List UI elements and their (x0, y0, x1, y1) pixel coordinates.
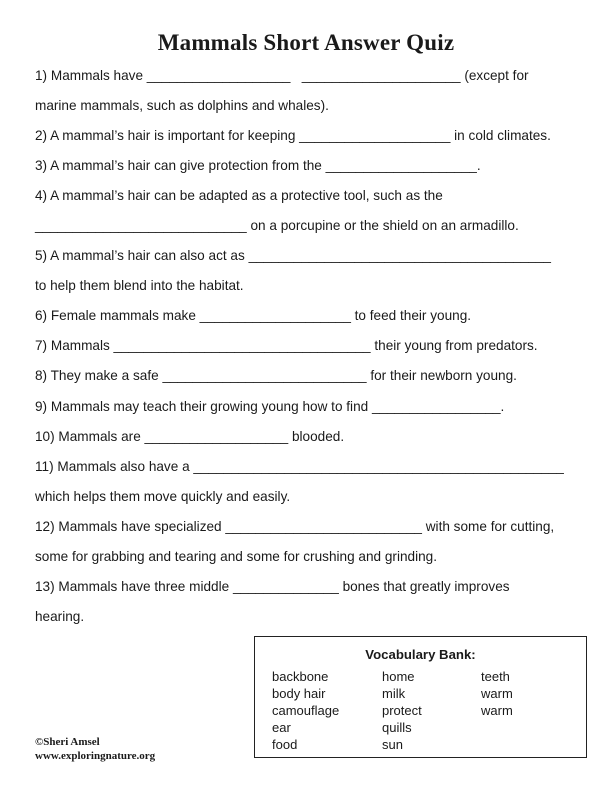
quiz-line: 11) Mammals also have a _________________________________________________ (35, 459, 564, 474)
quiz-line: to help them blend into the habitat. (35, 278, 244, 293)
vocabulary-bank (254, 636, 587, 758)
vocab-column-3 (481, 668, 513, 719)
quiz-line: 3) A mammal’s hair can give protection from the ____________________. (35, 158, 481, 173)
website-credit: www.exploringnature.org (35, 750, 156, 762)
vocab-column-1 (272, 668, 339, 753)
vocab-word: warm (481, 686, 513, 701)
quiz-line: 1) Mammals have ___________________ _____________________ (except for (35, 68, 529, 83)
vocab-word: backbone (272, 669, 329, 684)
quiz-line: 12) Mammals have specialized __________________________ with some for cutting, (35, 519, 555, 534)
vocab-word: camouflage (272, 703, 340, 718)
vocab-word: body hair (272, 686, 326, 701)
quiz-line: marine mammals, such as dolphins and whales). (35, 98, 329, 113)
quiz-line: 2) A mammal’s hair is important for keeping ____________________ in cold climates. (35, 128, 551, 143)
vocabulary-bank-title: Vocabulary Bank: (365, 647, 476, 662)
quiz-line: 7) Mammals __________________________________ their young from predators. (35, 338, 538, 353)
quiz-line: 13) Mammals have three middle ______________ bones that greatly improves (35, 579, 510, 594)
vocab-word: teeth (481, 669, 510, 684)
quiz-line: 10) Mammals are ___________________ blooded. (35, 429, 345, 444)
page-title: Mammals Short Answer Quiz (157, 30, 455, 55)
vocab-word: home (382, 669, 415, 684)
quiz-line: ____________________________ on a porcupine or the shield on an armadillo. (35, 218, 519, 233)
vocab-word: quills (382, 720, 412, 735)
quiz-line: 9) Mammals may teach their growing young how to find _________________. (35, 399, 505, 414)
vocab-column-2 (382, 668, 422, 753)
vocab-word: protect (382, 703, 422, 718)
vocab-word: ear (272, 720, 291, 735)
vocab-word: sun (382, 737, 403, 752)
quiz-line: some for grabbing and tearing and some for crushing and grinding. (35, 549, 438, 564)
vocab-word: warm (481, 703, 513, 718)
quiz-line: which helps them move quickly and easily. (35, 489, 291, 504)
quiz-line: 5) A mammal’s hair can also act as ________________________________________ (35, 248, 551, 263)
quiz-line: 6) Female mammals make ____________________ to feed their young. (35, 308, 472, 323)
vocab-word: milk (382, 686, 406, 701)
quiz-line: 8) They make a safe ___________________________ for their newborn young. (35, 368, 517, 383)
quiz-line: hearing. (35, 609, 85, 624)
quiz-line: 4) A mammal’s hair can be adapted as a protective tool, such as the (35, 188, 443, 203)
author-credit: ©Sheri Amsel (35, 736, 100, 748)
vocab-word: food (272, 737, 298, 752)
